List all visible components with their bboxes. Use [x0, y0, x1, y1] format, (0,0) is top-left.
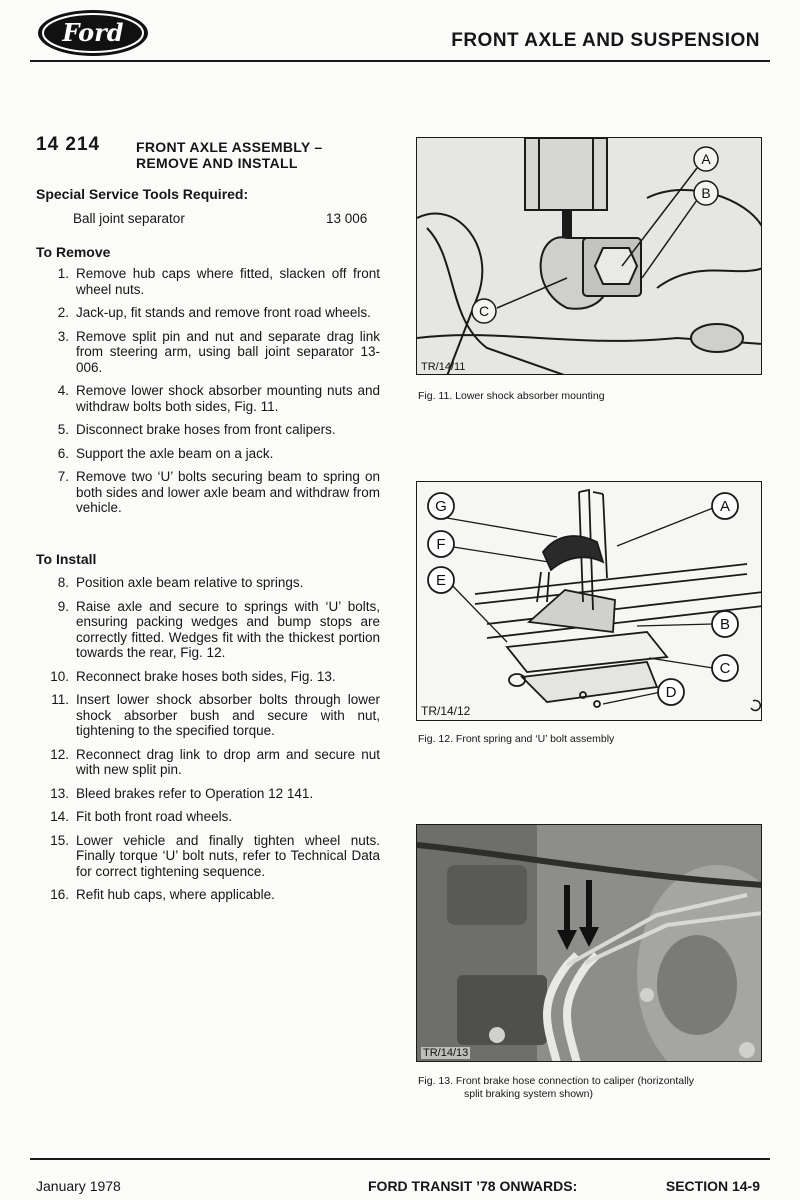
- step-item: [36, 692, 380, 739]
- callout-label: D: [665, 684, 677, 701]
- install-heading: To Install: [36, 551, 97, 567]
- footer-rule: [30, 1158, 770, 1160]
- step-number: 12.: [50, 746, 69, 762]
- step-text: Remove lower shock absorber mounting nuts and withdraw bolts both sides, Fig. 11.: [76, 383, 380, 414]
- step-number: 8.: [57, 575, 69, 590]
- step-item: [36, 833, 380, 880]
- figure-13-caption-line1: Fig. 13. Front brake hose connection to caliper (horizontally: [418, 1075, 695, 1087]
- step-number: 3.: [57, 328, 69, 344]
- footer-publication: FORD TRANSIT ’78 ONWARDS:: [368, 1178, 578, 1194]
- step-text: Lower vehicle and finally tighten wheel nuts. Finally torque ‘U’ bolt nuts, refer to Technical Data for correct tightening sequence.: [76, 832, 380, 879]
- install-steps-list: [36, 575, 380, 903]
- callout-label: A: [701, 151, 711, 167]
- step-text: Jack-up, fit stands and remove front road wheels.: [76, 305, 371, 320]
- step-text: Support the axle beam on a jack.: [76, 445, 274, 461]
- step-text: Refit hub caps, where applicable.: [76, 887, 275, 902]
- step-number: 10.: [50, 668, 69, 684]
- page-header-title: FRONT AXLE AND SUSPENSION: [451, 30, 760, 51]
- step-item: [36, 786, 380, 802]
- step-item: [36, 266, 380, 297]
- figure-11-illustration: [416, 137, 762, 375]
- figure-11-caption: Fig. 11. Lower shock absorber mounting: [418, 390, 605, 402]
- step-item: [36, 446, 380, 462]
- step-item: [36, 747, 380, 778]
- step-number: 14.: [50, 809, 69, 824]
- step-item: [36, 469, 380, 516]
- step-text: Fit both front road wheels.: [76, 809, 233, 824]
- header-rule: [30, 60, 770, 62]
- step-text: Reconnect brake hoses both sides, Fig. 13.: [76, 668, 336, 684]
- step-number: 15.: [50, 832, 69, 848]
- step-text: Insert lower shock absorber bolts through lower shock absorber bush and secure with nut, tightening to the specified torque.: [76, 692, 380, 738]
- step-number: 11.: [51, 692, 69, 707]
- tool-name: Ball joint separator: [73, 211, 185, 226]
- step-number: 4.: [57, 383, 69, 398]
- callout-label: C: [478, 303, 490, 319]
- footer-date: January 1978: [36, 1178, 121, 1194]
- figure-12-ref: TR/14/12: [421, 704, 471, 718]
- step-item: [36, 305, 380, 321]
- step-item: [36, 599, 380, 661]
- figure-13-caption-line2: split braking system shown): [464, 1088, 593, 1100]
- step-number: 5.: [57, 422, 69, 437]
- ford-logo: [36, 8, 150, 58]
- step-number: 1.: [57, 266, 69, 281]
- step-item: [36, 669, 380, 685]
- operation-number: 14 214: [36, 134, 101, 155]
- footer-section: SECTION 14-9: [665, 1178, 760, 1194]
- step-text: Raise axle and secure to springs with ‘U’ bolts, ensuring packing wedges and bump stops are correctly fitted. Wedges fit with the thickest portion towards the rear, Fig. 12.: [76, 598, 380, 660]
- callout-label: F: [436, 536, 446, 553]
- step-text: Bleed brakes refer to Operation 12 141.: [76, 785, 314, 801]
- step-item: [36, 887, 380, 903]
- operation-title: [136, 139, 323, 171]
- figure-13-ref: TR/14/13: [423, 1047, 469, 1059]
- step-number: 9.: [57, 598, 69, 614]
- callout-label: G: [435, 498, 447, 515]
- figure-11-ref: TR/14/11: [421, 361, 466, 373]
- step-number: 13.: [50, 785, 69, 801]
- step-item: [36, 383, 380, 414]
- step-number: 7.: [57, 469, 69, 484]
- step-item: [36, 422, 380, 438]
- step-text: Disconnect brake hoses from front calipers.: [76, 422, 336, 437]
- step-text: Remove split pin and nut and separate drag link from steering arm, using ball joint separator 13-006.: [76, 328, 380, 375]
- step-text: Position axle beam relative to springs.: [76, 575, 304, 590]
- tools-heading: Special Service Tools Required:: [36, 186, 249, 202]
- logo-text: Ford: [62, 18, 124, 47]
- step-text: Reconnect drag link to drop arm and secure nut with new split pin.: [76, 746, 380, 777]
- step-text: Remove hub caps where fitted, slacken off front wheel nuts.: [76, 266, 380, 297]
- step-number: 2.: [57, 305, 69, 320]
- figure-12-caption: Fig. 12. Front spring and ‘U’ bolt assembly: [418, 733, 615, 745]
- step-item: [36, 329, 380, 376]
- figure-13-illustration: [416, 824, 762, 1062]
- tool-number: 13 006: [326, 211, 368, 226]
- callout-label: A: [719, 498, 731, 515]
- remove-steps-list: [36, 266, 380, 516]
- step-item: [36, 575, 380, 591]
- step-number: 6.: [57, 445, 69, 461]
- callout-label: E: [435, 572, 447, 589]
- step-text: Remove two ‘U’ bolts securing beam to spring on both sides and lower axle beam and withdraw from vehicle.: [76, 469, 380, 515]
- step-number: 16.: [50, 887, 69, 902]
- figure-12-illustration: [416, 481, 762, 721]
- remove-heading: To Remove: [36, 244, 111, 260]
- figure-13-caption: [418, 1075, 694, 1101]
- callout-label: B: [719, 616, 731, 633]
- callout-label: C: [719, 660, 731, 677]
- callout-label: B: [701, 185, 711, 201]
- operation-title-line2: REMOVE AND INSTALL: [136, 155, 298, 171]
- step-item: [36, 809, 380, 825]
- operation-title-line1: FRONT AXLE ASSEMBLY –: [136, 139, 323, 155]
